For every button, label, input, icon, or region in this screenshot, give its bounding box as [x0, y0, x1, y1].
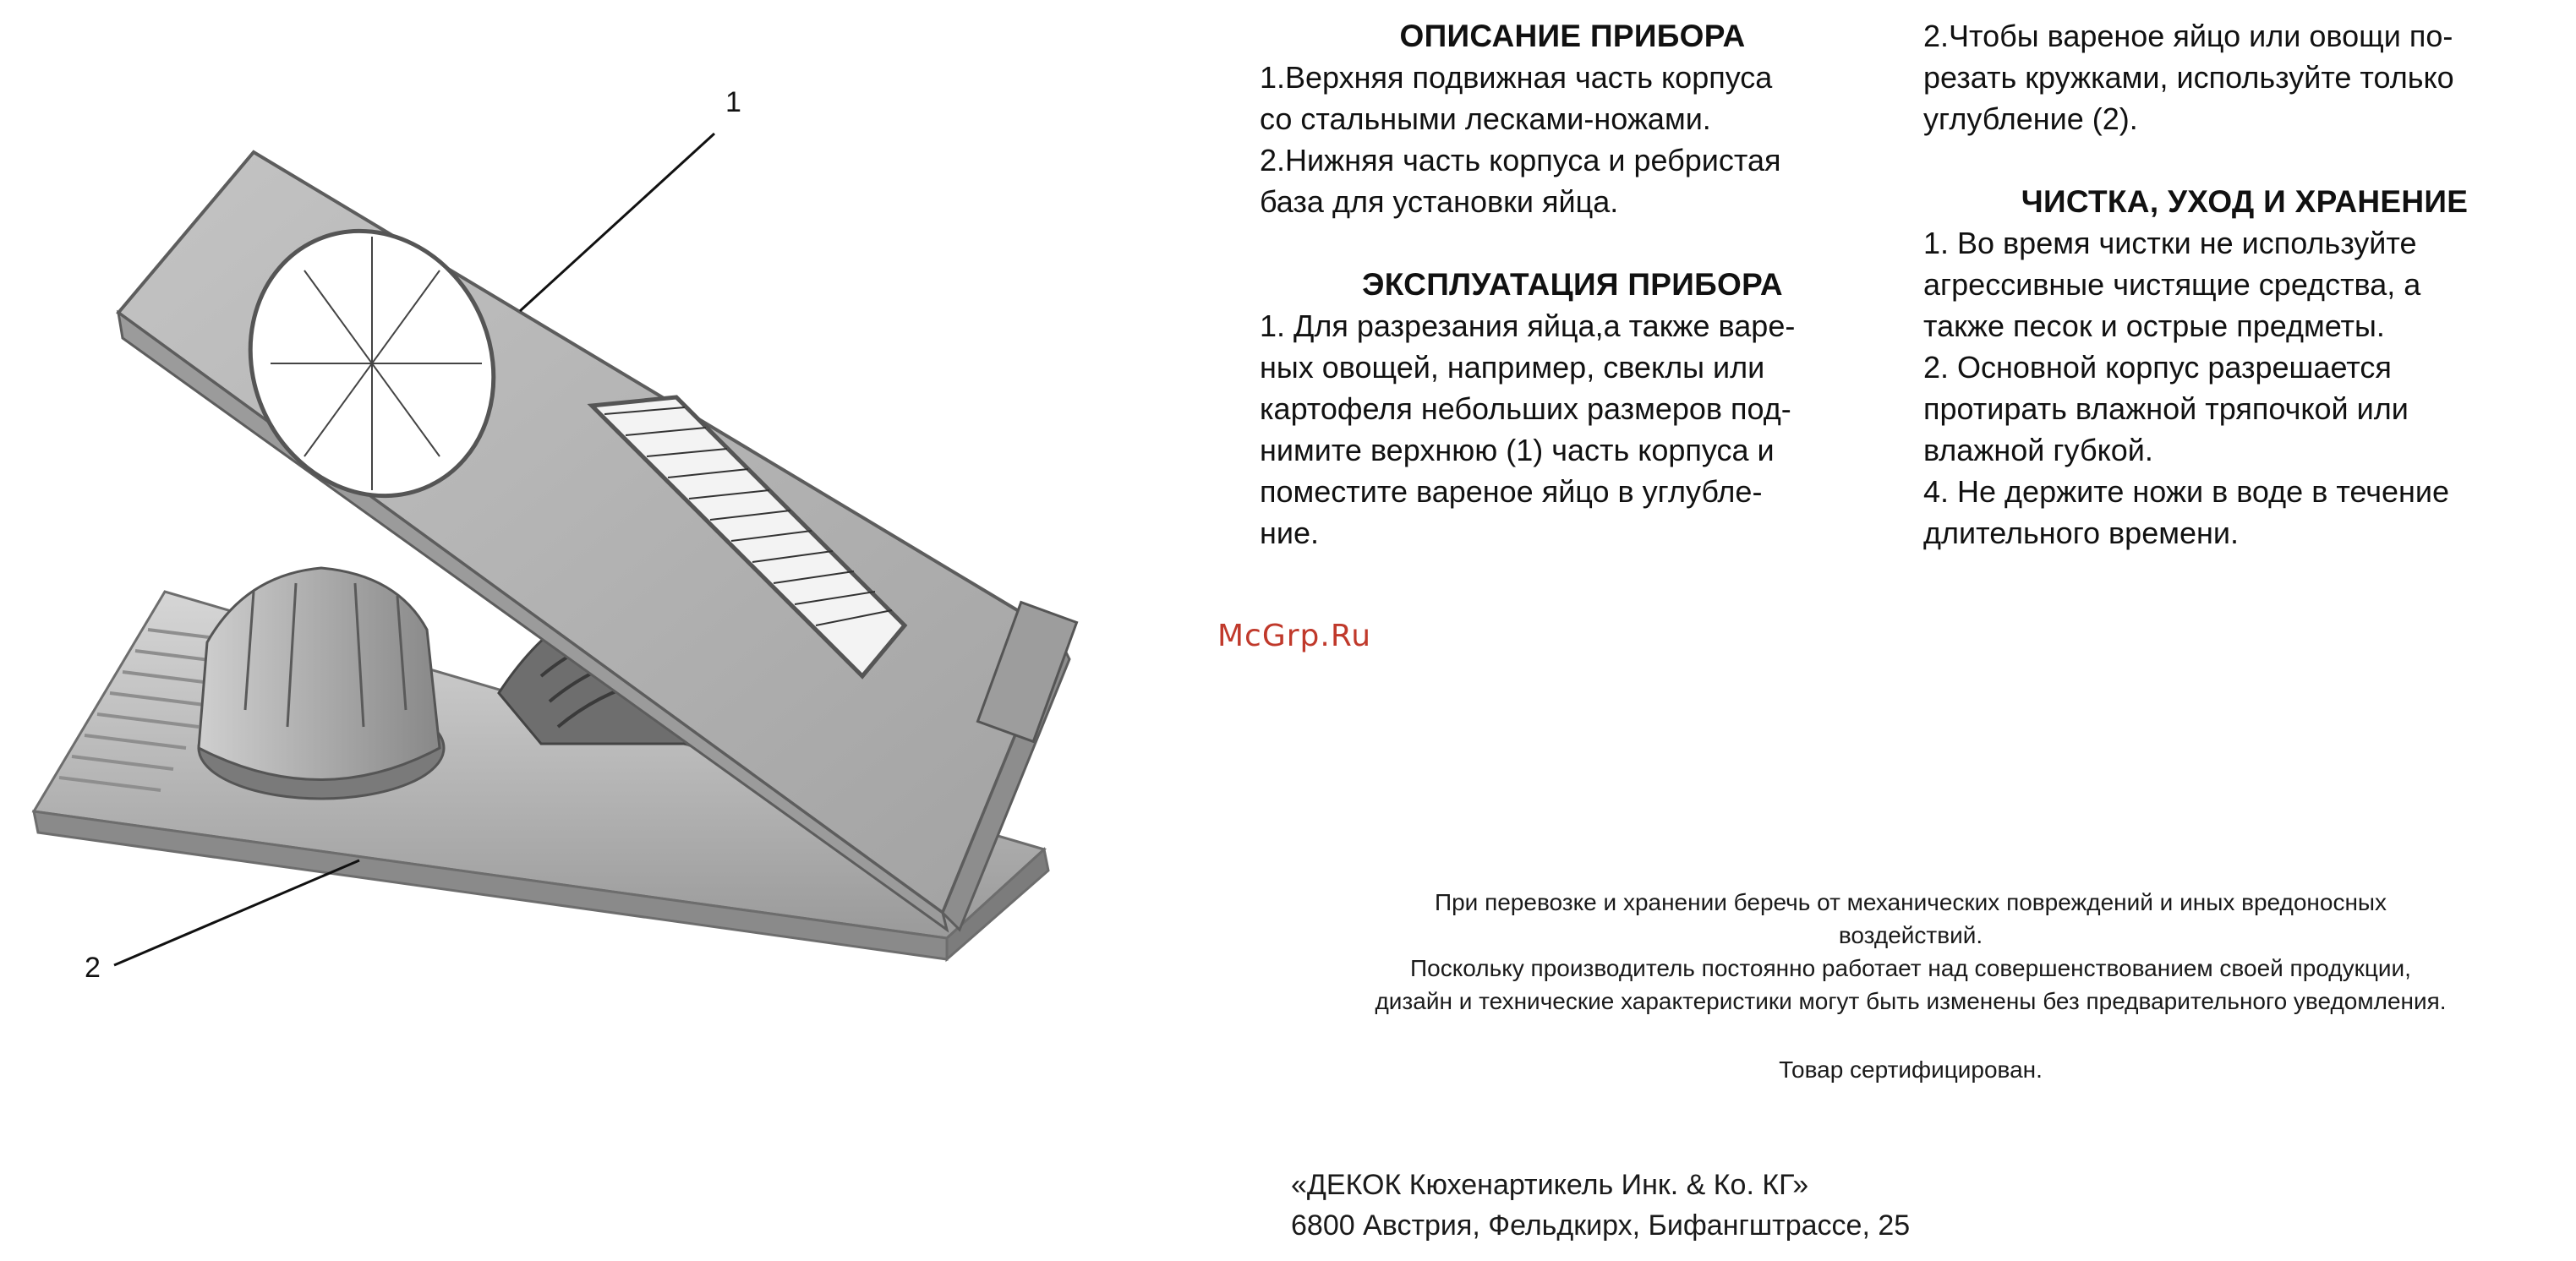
manufacturer-name: «ДЕКОК Кюхенартикель Инк. & Ко. КГ» — [1291, 1169, 1809, 1201]
notice-line: При перевозке и хранении беречь от механических повреждений и иных вредоносных — [1434, 889, 2387, 915]
operation-line: картофеля небольших размеров под- — [1260, 391, 1791, 426]
cleaning-line: 4. Не держите ножи в воде в течение — [1923, 474, 2450, 509]
section-title-description: ОПИСАНИЕ ПРИБОРА — [1399, 19, 1746, 53]
operation-line: поместите вареное яйцо в углубле- — [1260, 474, 1763, 509]
cleaning-line: 1. Во время чистки не используйте — [1923, 226, 2417, 260]
operation-line: ных овощей, например, свеклы или — [1260, 350, 1765, 385]
callout-1-label: 1 — [725, 86, 741, 118]
right-text-column — [1923, 15, 2566, 554]
operation-line: резать кружками, используйте только — [1923, 60, 2454, 95]
cup-holder — [199, 568, 444, 799]
cleaning-line: 2. Основной корпус разрешается — [1923, 350, 2392, 385]
section-title-operation: ЭКСПЛУАТАЦИЯ ПРИБОРА — [1362, 267, 1783, 302]
notice-line: дизайн и технические характеристики могут быть изменены без предварительного уведомления. — [1375, 988, 2447, 1014]
manufacturer-address: 6800 Австрия, Фельдкирх, Бифангштрассе, 25 — [1291, 1209, 1911, 1242]
operation-line: 2.Чтобы вареное яйцо или овощи по- — [1923, 19, 2453, 53]
certified-note: Товар сертифицирован. — [1779, 1056, 2043, 1083]
watermark: McGrp.Ru — [1217, 619, 1372, 653]
cleaning-line: протирать влажной тряпочкой или — [1923, 391, 2409, 426]
operation-line: ние. — [1260, 516, 1320, 550]
cleaning-line: длительного времени. — [1923, 516, 2239, 550]
section-title-cleaning: ЧИСТКА, УХОД И ХРАНЕНИЕ — [2021, 184, 2469, 219]
operation-line: углубление (2). — [1923, 101, 2138, 136]
description-line: база для установки яйца. — [1260, 184, 1619, 219]
cleaning-line: влажной губкой. — [1923, 433, 2153, 467]
cleaning-line: также песок и острые предметы. — [1923, 308, 2385, 343]
description-line: со стальными лесками-ножами. — [1260, 101, 1711, 136]
operation-line: нимите верхнюю (1) часть корпуса и — [1260, 433, 1775, 467]
left-text-column — [1260, 15, 1885, 554]
manufacturer-block — [1291, 1165, 1910, 1246]
callout-2-label: 2 — [85, 952, 101, 984]
egg-slicer-illustration — [0, 0, 1184, 1056]
transport-notice — [1251, 886, 2570, 1018]
description-line: 2.Нижняя часть корпуса и ребристая — [1260, 143, 1781, 177]
notice-line: Поскольку производитель постоянно работает над совершенствованием своей продукции, — [1410, 955, 2411, 981]
cleaning-line: агрессивные чистящие средства, а — [1923, 267, 2421, 302]
operation-line: 1. Для разрезания яйца,а также варе- — [1260, 308, 1796, 343]
description-line: 1.Верхняя подвижная часть корпуса — [1260, 60, 1773, 95]
notice-line: воздействий. — [1838, 922, 1983, 948]
